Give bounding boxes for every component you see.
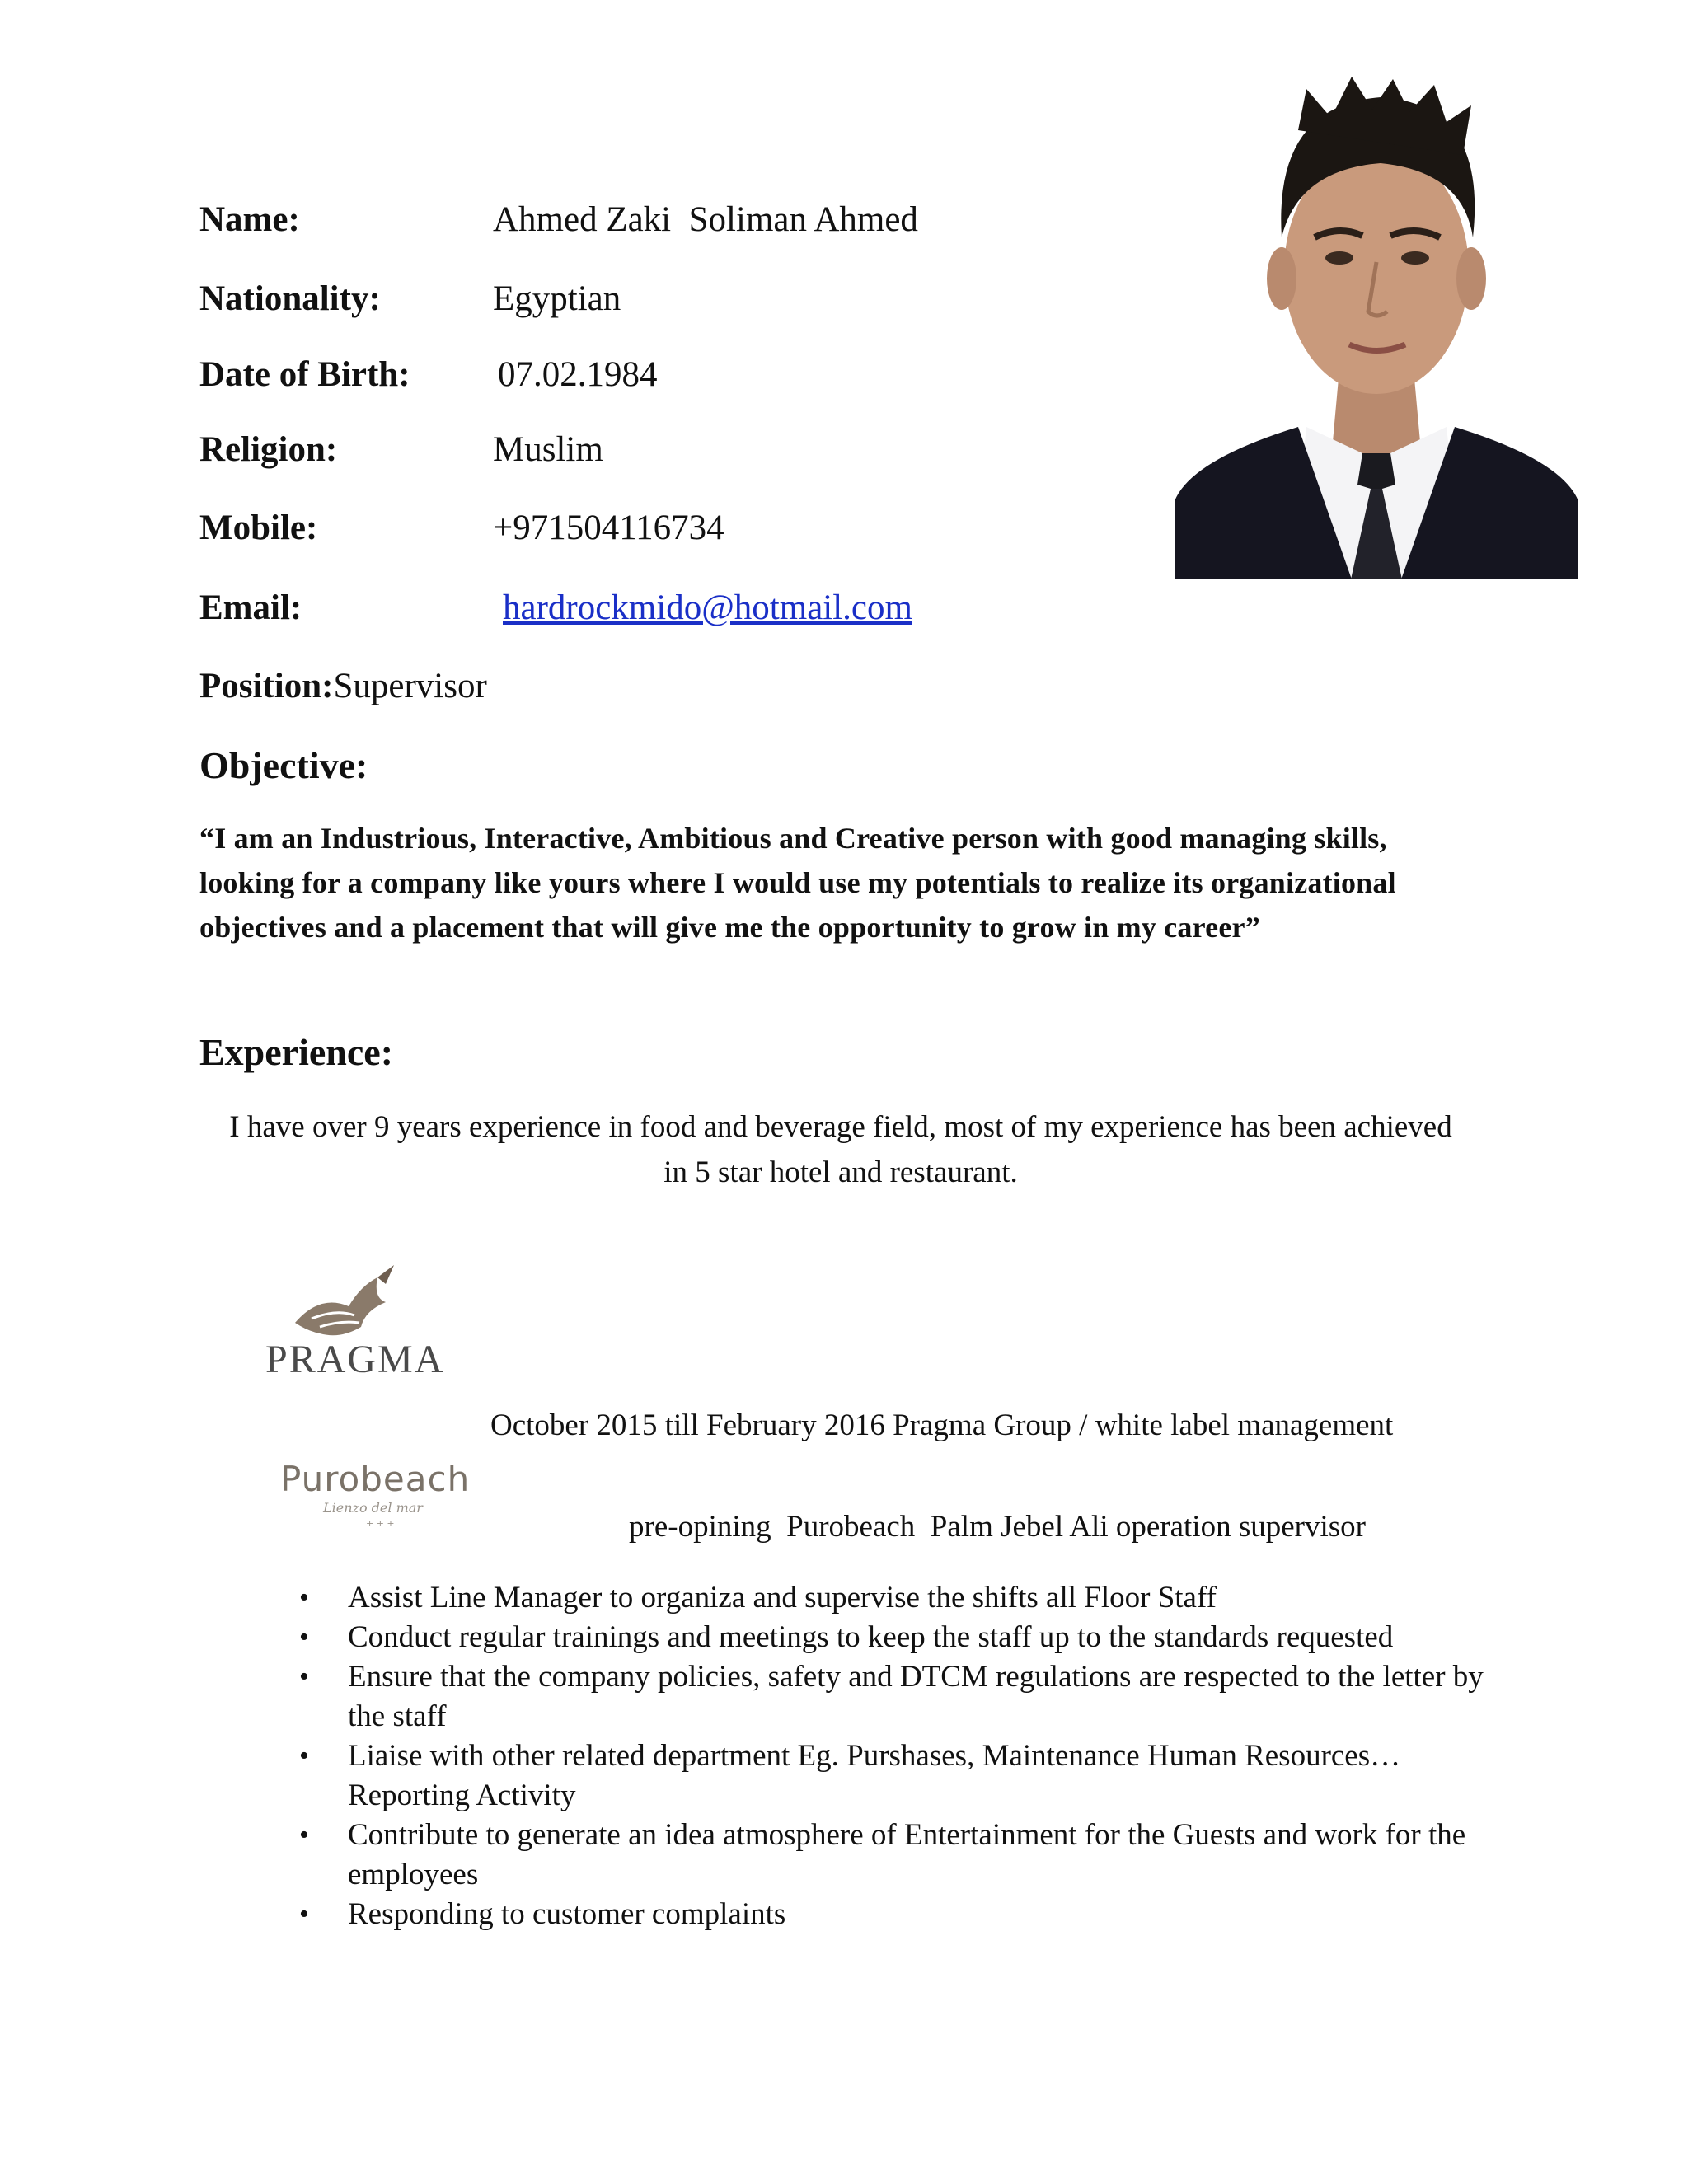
purobeach-logo-text: Purobeach [280,1459,471,1499]
position-line [199,666,487,707]
duty-text: Responding to customer complaints [348,1897,786,1931]
objective-text: “I am an Industrious, Interactive, Ambitious and Creative person with good managing skills, looking for a company like yours where I would use my potentials to realize its organizational objectives and a placement that will give me the opportunity to grow in my career” [199,822,1396,944]
bullet-icon: • [299,1582,309,1613]
religion-value: Muslim [493,430,603,469]
duty-text: Ensure that the company policies, safety and DTCM regulations are respected to the letter by the staff [348,1660,1484,1733]
bullet-icon: • [299,1741,309,1771]
experience-heading: Experience: [199,1031,394,1073]
list-item [272,1895,1492,1934]
list-item [272,1816,1492,1895]
nationality-value: Egyptian [493,279,621,318]
experience-role: pre-opining Purobeach Palm Jebel Ali operation supervisor [629,1510,1366,1544]
nationality-label: Nationality: [199,279,381,318]
bullet-icon: • [299,1622,309,1652]
bullet-icon: • [299,1820,309,1850]
email-link[interactable]: hardrockmido@hotmail.com [503,588,912,627]
bullet-icon: • [299,1661,309,1692]
duty-text: Assist Line Manager to organiza and supervise the shifts all Floor Staff [348,1581,1217,1615]
duty-text: Conduct regular trainings and meetings to keep the staff up to the standards requested [348,1620,1394,1654]
pragma-logo [262,1261,452,1383]
purobeach-logo-tagline: Lienzo del mar [323,1500,423,1516]
objective-heading: Objective: [199,744,368,786]
position-label: Position: [199,667,334,705]
name-value: Ahmed Zaki Soliman Ahmed [493,200,918,239]
list-item [272,1657,1492,1736]
purobeach-logo-sub: + + + [366,1518,395,1529]
name-label: Name: [199,200,300,239]
mobile-value: +971504116734 [493,509,724,547]
list-item [272,1736,1492,1816]
religion-label: Religion: [199,430,338,469]
mobile-label: Mobile: [199,509,318,547]
duties-list [272,1578,1492,1934]
duty-text: Contribute to generate an idea atmosphere of Entertainment for the Guests and work for the employees [348,1818,1466,1891]
email-label: Email: [199,588,302,627]
position-value: Supervisor [333,667,487,705]
profile-photo [1175,73,1578,579]
list-item [272,1618,1492,1657]
pragma-logo-text: PRAGMA [265,1338,445,1381]
date-of-birth-value: 07.02.1984 [498,355,658,394]
duty-text: Liaise with other related department Eg. Purshases, Maintenance Human Resources… Reporting Activity [348,1739,1401,1812]
experience-summary: I have over 9 years experience in food and beverage field, most of my experience has been achieved in 5 star hotel and restaurant. [229,1110,1452,1189]
bullet-icon: • [299,1899,309,1929]
experience-period: October 2015 till February 2016 Pragma Group / white label management [490,1408,1394,1442]
date-of-birth-label: Date of Birth: [199,355,410,394]
purobeach-logo [279,1459,509,1533]
list-item [272,1578,1492,1618]
